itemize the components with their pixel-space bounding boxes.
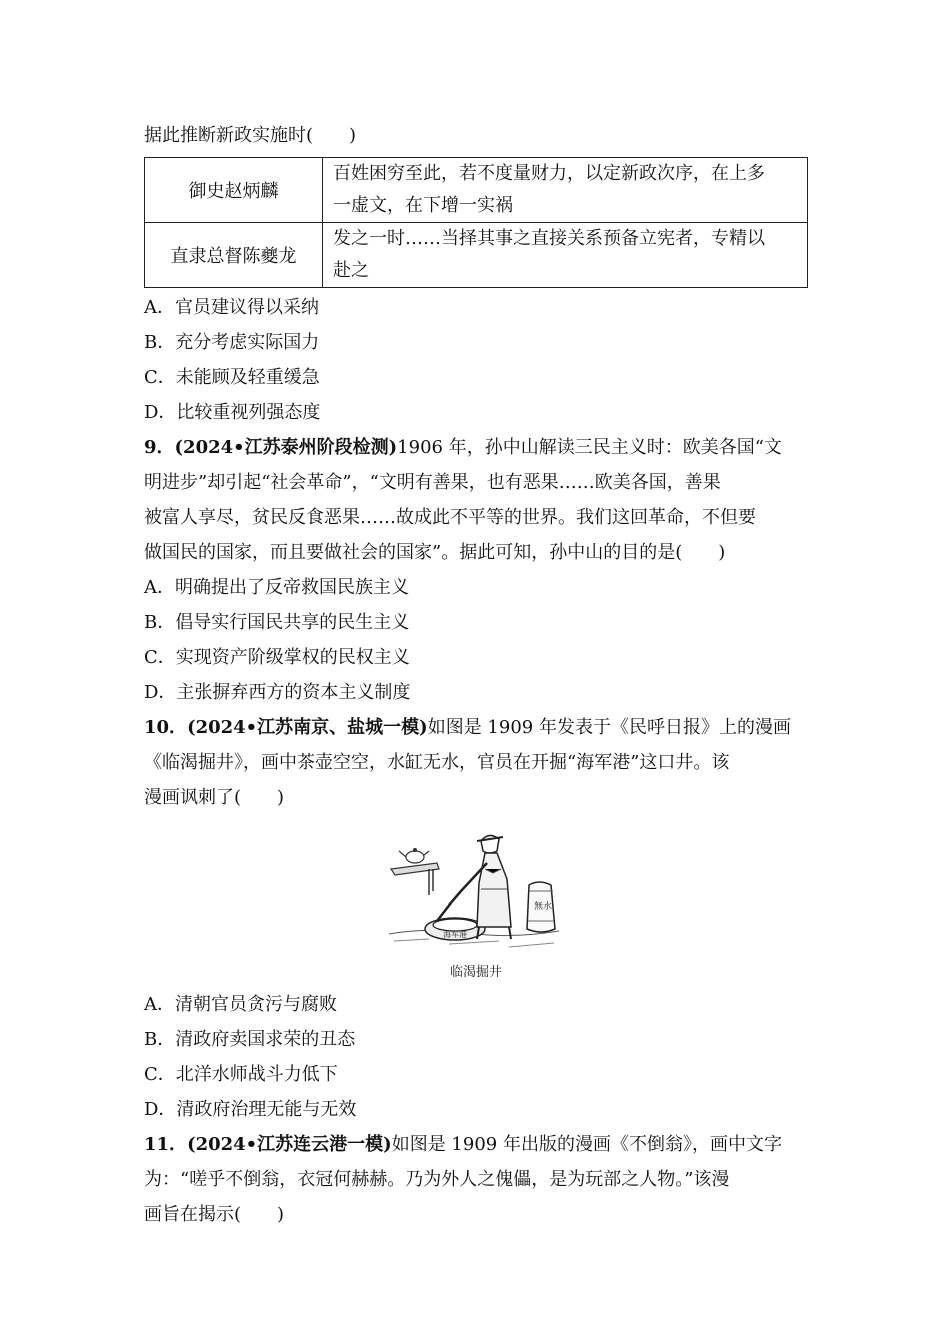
- q10-text: 如图是 1909 年发表于《民呼日报》上的漫画: [427, 717, 791, 738]
- q8-option-d[interactable]: D．比较重视列强态度: [144, 402, 321, 423]
- q11-text: 如图是 1909 年出版的漫画《不倒翁》，画中文字: [391, 1134, 782, 1155]
- question-9-stem: [144, 430, 808, 570]
- well-label: 海军港: [443, 930, 467, 939]
- table-row: [145, 158, 808, 223]
- question-page: [144, 118, 808, 1232]
- q10-option-b[interactable]: B．清政府卖国求荣的丑态: [144, 1029, 356, 1050]
- q11-line: 为：“嗟乎不倒翁，衣冠何赫赫。乃为外人之傀儡，是为玩部之人物。”该漫: [144, 1169, 730, 1190]
- question-11-stem: [144, 1127, 808, 1232]
- q10-option-c[interactable]: C．北洋水师战斗力低下: [144, 1064, 338, 1085]
- q9-line: 明进步”却引起“社会革命”，“文明有善果，也有恶果……欧美各国，善果: [144, 472, 721, 493]
- q9-number: 9．: [144, 437, 175, 458]
- quote-line: 发之一时……当择其事之直接关系预备立宪者，专精以: [333, 228, 765, 249]
- q8-option-c[interactable]: C．未能顾及轻重缓急: [144, 367, 320, 388]
- q9-option-b[interactable]: B．倡导实行国民共享的民生主义: [144, 612, 410, 633]
- q10-option-d[interactable]: D．清政府治理无能与无效: [144, 1099, 357, 1120]
- q9-text: 1906 年，孙中山解读三民主义时：欧美各国“文: [397, 437, 782, 458]
- q11-line: [144, 1127, 808, 1162]
- q9-line: 被富人享尽，贫民反食恶果……故成此不平等的世界。我们这回革命，不但要: [144, 507, 756, 528]
- opinions-table: [144, 157, 808, 288]
- q10-line: [144, 710, 808, 745]
- q9-option-a[interactable]: A．明确提出了反帝救国民族主义: [144, 577, 409, 598]
- q9-option-c[interactable]: C．实现资产阶级掌权的民权主义: [144, 647, 410, 668]
- question-8-stem-tail: 据此推断新政实施时( ): [144, 125, 357, 146]
- quote-line: 百姓困穷至此，若不度量财力，以定新政次序，在上多: [333, 163, 765, 184]
- q11-number: 11．: [144, 1134, 188, 1155]
- q10-option-a[interactable]: A．清朝官员贪污与腐败: [144, 994, 337, 1015]
- q9-line: [144, 430, 808, 465]
- jar-label: 無水: [534, 902, 553, 912]
- quote-line: 一虚文，在下增一实祸: [333, 195, 513, 216]
- q9-line: 做国民的国家，而且要做社会的国家”。据此可知，孙中山的目的是( ): [144, 542, 726, 563]
- table-row: [145, 223, 808, 288]
- table-cell-quote: [323, 158, 808, 223]
- q11-line: 画旨在揭示( ): [144, 1204, 285, 1225]
- q10-line: 《临渴掘井》，画中茶壶空空，水缸无水，官员在开掘“海军港”这口井。该: [144, 752, 730, 773]
- table-cell-person: 御史赵炳麟: [145, 158, 323, 223]
- q8-option-a[interactable]: A．官员建议得以采纳: [144, 297, 319, 318]
- q10-source: (2024•江苏南京、盐城一模): [187, 717, 428, 738]
- q9-option-d[interactable]: D．主张摒弃西方的资本主义制度: [144, 682, 411, 703]
- table-cell-person: 直隶总督陈夔龙: [145, 223, 323, 288]
- cartoon-figure: [144, 829, 808, 981]
- question-10-stem: [144, 710, 808, 815]
- q8-option-b[interactable]: B．充分考虑实际国力: [144, 332, 320, 353]
- q10-line: 漫画讽刺了( ): [144, 787, 285, 808]
- quote-line: 赴之: [333, 260, 369, 281]
- cartoon-illustration: [389, 829, 564, 957]
- q9-source: (2024•江苏泰州阶段检测): [174, 437, 398, 458]
- table-cell-quote: [323, 223, 808, 288]
- q10-number: 10．: [144, 717, 188, 738]
- figure-caption: 临渴掘井: [449, 965, 502, 980]
- q11-source: (2024•江苏连云港一模): [187, 1134, 392, 1155]
